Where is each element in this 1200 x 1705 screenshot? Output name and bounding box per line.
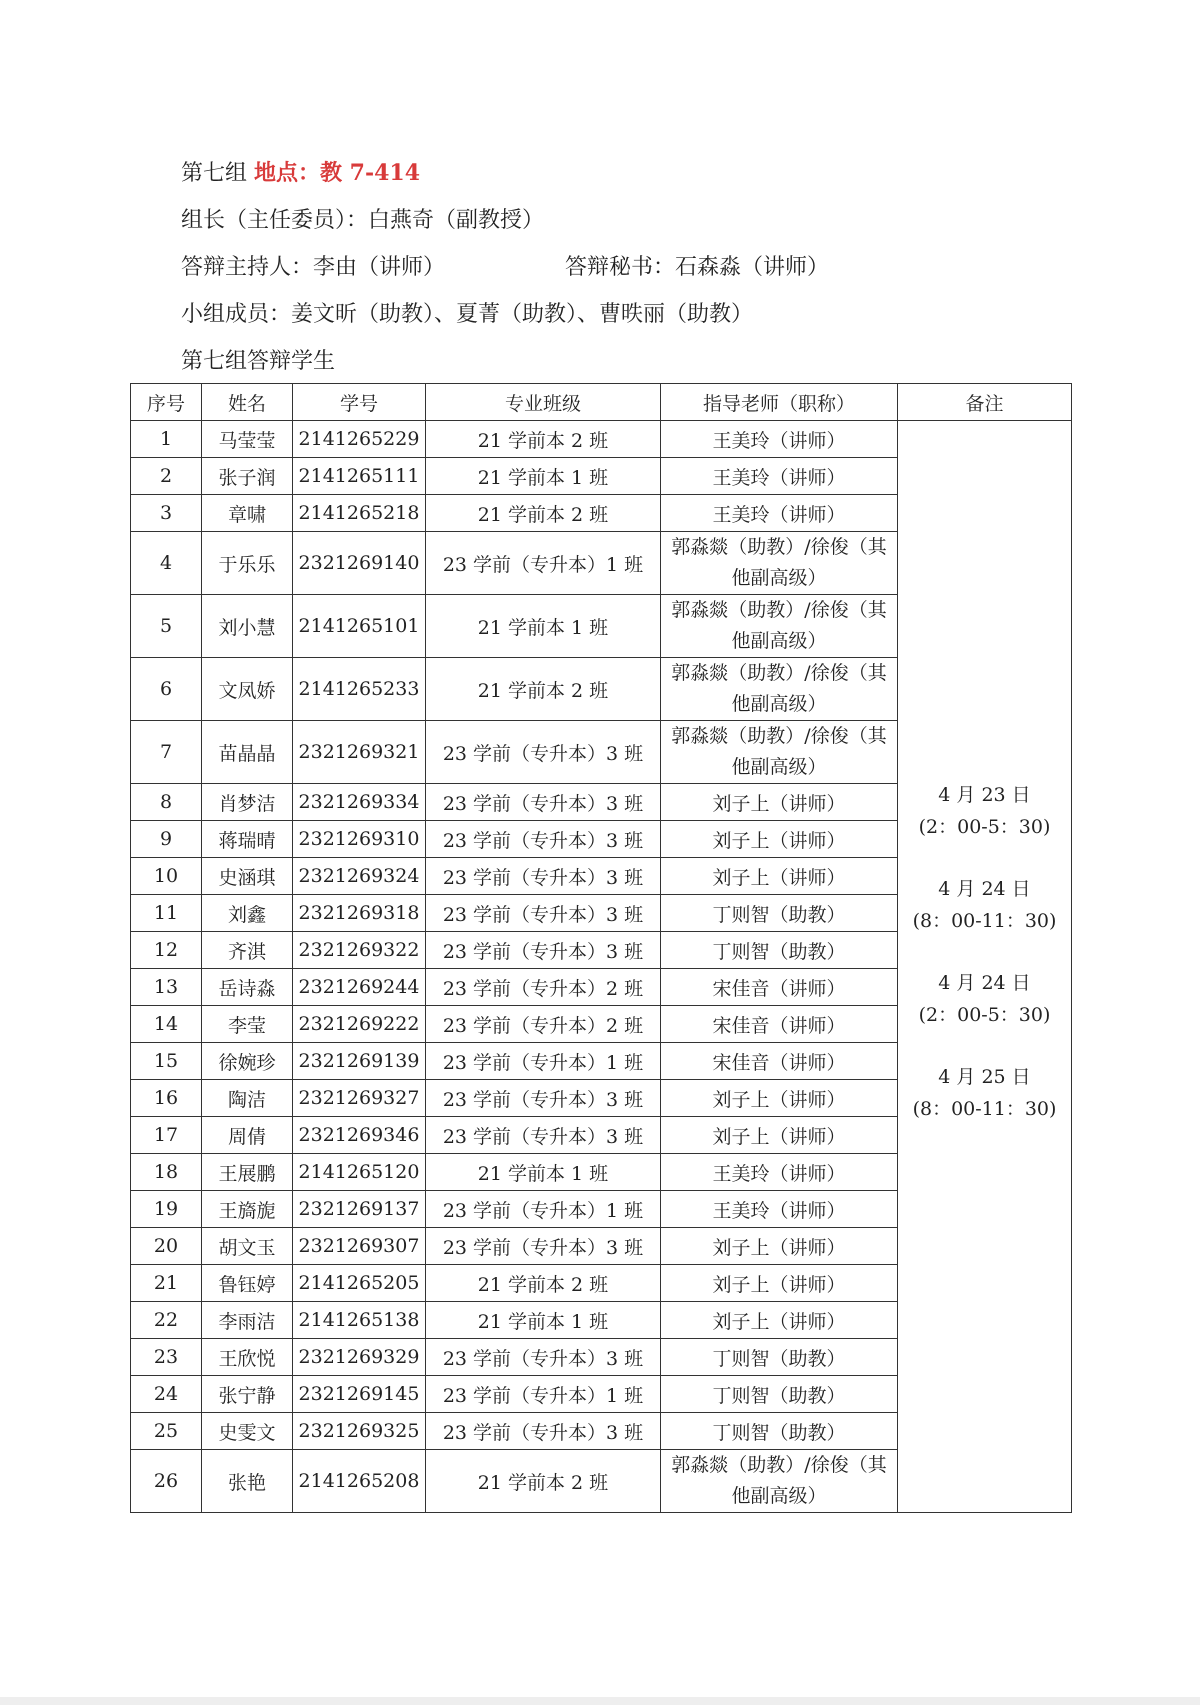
- cell-name: 王展鹏: [202, 1154, 293, 1191]
- cell-id: 2141265111: [293, 458, 426, 495]
- note-cell: [898, 421, 1072, 1513]
- cell-id: 2141265218: [293, 495, 426, 532]
- cell-no: 9: [131, 821, 202, 858]
- cell-name: 胡文玉: [202, 1228, 293, 1265]
- cell-id: 2141265233: [293, 658, 426, 721]
- cell-tutor: 王美玲（讲师）: [661, 1191, 898, 1228]
- cell-tutor: [661, 721, 898, 784]
- schedule-time: (2：00-5：30): [918, 1003, 1051, 1026]
- student-table: [130, 383, 1072, 1513]
- group-title-line: [181, 150, 1081, 197]
- cell-id: 2321269310: [293, 821, 426, 858]
- tutor-text: 郭淼燚（助教）/徐俊（其他副高级）: [671, 725, 887, 778]
- cell-class: 23 学前（专升本）3 班: [426, 721, 661, 784]
- cell-name: 鲁钰婷: [202, 1265, 293, 1302]
- cell-name: 肖梦洁: [202, 784, 293, 821]
- cell-id: 2321269318: [293, 895, 426, 932]
- cell-tutor: 丁则智（助教）: [661, 932, 898, 969]
- cell-no: 15: [131, 1043, 202, 1080]
- header-cell-note: 备注: [898, 384, 1072, 421]
- cell-id: 2321269325: [293, 1413, 426, 1450]
- cell-no: 21: [131, 1265, 202, 1302]
- cell-name: 陶洁: [202, 1080, 293, 1117]
- cell-tutor: 刘子上（讲师）: [661, 858, 898, 895]
- cell-tutor: [661, 532, 898, 595]
- cell-no: 10: [131, 858, 202, 895]
- cell-class: 23 学前（专升本）3 班: [426, 932, 661, 969]
- cell-class: 23 学前（专升本）3 班: [426, 821, 661, 858]
- cell-class: 21 学前本 2 班: [426, 1450, 661, 1513]
- cell-no: 20: [131, 1228, 202, 1265]
- cell-no: 24: [131, 1376, 202, 1413]
- cell-tutor: 王美玲（讲师）: [661, 1154, 898, 1191]
- cell-tutor: [661, 658, 898, 721]
- cell-name: 齐淇: [202, 932, 293, 969]
- cell-class: 23 学前（专升本）3 班: [426, 1080, 661, 1117]
- cell-name: 王旖旎: [202, 1191, 293, 1228]
- cell-name: 刘小慧: [202, 595, 293, 658]
- cell-class: 21 学前本 1 班: [426, 595, 661, 658]
- cell-class: 21 学前本 1 班: [426, 1154, 661, 1191]
- cell-class: 23 学前（专升本）3 班: [426, 858, 661, 895]
- cell-name: 岳诗淼: [202, 969, 293, 1006]
- cell-tutor: 刘子上（讲师）: [661, 784, 898, 821]
- cell-no: 11: [131, 895, 202, 932]
- cell-no: 12: [131, 932, 202, 969]
- schedule-date: 4 月 23 日: [938, 783, 1031, 806]
- cell-class: 21 学前本 2 班: [426, 421, 661, 458]
- cell-id: 2141265138: [293, 1302, 426, 1339]
- cell-tutor: 刘子上（讲师）: [661, 1080, 898, 1117]
- cell-id: 2321269324: [293, 858, 426, 895]
- cell-id: 2321269327: [293, 1080, 426, 1117]
- cell-class: 21 学前本 2 班: [426, 1265, 661, 1302]
- cell-name: 李莹: [202, 1006, 293, 1043]
- schedule-time: (8：00-11：30): [912, 1097, 1057, 1120]
- cell-tutor: 丁则智（助教）: [661, 1376, 898, 1413]
- cell-tutor: 丁则智（助教）: [661, 1339, 898, 1376]
- schedule-date: 4 月 25 日: [938, 1065, 1031, 1088]
- cell-no: 2: [131, 458, 202, 495]
- secretary-label: 答辩秘书：石森淼（讲师）: [565, 255, 830, 280]
- page-bottom-strip: [0, 1697, 1200, 1705]
- cell-class: 23 学前（专升本）3 班: [426, 784, 661, 821]
- cell-id: 2141265229: [293, 421, 426, 458]
- schedule-date: 4 月 24 日: [938, 971, 1031, 994]
- tutor-text: 郭淼燚（助教）/徐俊（其他副高级）: [671, 1454, 887, 1507]
- cell-id: 2321269322: [293, 932, 426, 969]
- tutor-text: 郭淼燚（助教）/徐俊（其他副高级）: [671, 662, 887, 715]
- cell-id: 2141265205: [293, 1265, 426, 1302]
- cell-name: 徐婉珍: [202, 1043, 293, 1080]
- cell-class: 23 学前（专升本）3 班: [426, 1413, 661, 1450]
- cell-no: 6: [131, 658, 202, 721]
- cell-no: 1: [131, 421, 202, 458]
- cell-name: 李雨洁: [202, 1302, 293, 1339]
- leader-line: 组长（主任委员）：白燕奇（副教授）: [181, 208, 545, 233]
- cell-tutor: 丁则智（助教）: [661, 895, 898, 932]
- cell-id: 2321269321: [293, 721, 426, 784]
- cell-no: 4: [131, 532, 202, 595]
- tutor-text: 郭淼燚（助教）/徐俊（其他副高级）: [671, 599, 887, 652]
- cell-class: 23 学前（专升本）1 班: [426, 1191, 661, 1228]
- cell-id: 2321269334: [293, 784, 426, 821]
- students-title: 第七组答辩学生: [181, 349, 336, 374]
- cell-tutor: 刘子上（讲师）: [661, 1117, 898, 1154]
- cell-class: 23 学前（专升本）2 班: [426, 969, 661, 1006]
- cell-id: 2321269346: [293, 1117, 426, 1154]
- cell-tutor: 宋佳音（讲师）: [661, 969, 898, 1006]
- schedule-block: [898, 967, 1071, 1031]
- cell-tutor: 丁则智（助教）: [661, 1413, 898, 1450]
- cell-id: 2141265120: [293, 1154, 426, 1191]
- cell-id: 2141265101: [293, 595, 426, 658]
- cell-tutor: 宋佳音（讲师）: [661, 1006, 898, 1043]
- cell-no: 13: [131, 969, 202, 1006]
- cell-name: 苗晶晶: [202, 721, 293, 784]
- cell-tutor: [661, 1450, 898, 1513]
- cell-class: 21 学前本 1 班: [426, 458, 661, 495]
- group-label: 第七组: [181, 161, 248, 186]
- table-row: [131, 421, 1072, 458]
- cell-tutor: 王美玲（讲师）: [661, 421, 898, 458]
- cell-name: 章啸: [202, 495, 293, 532]
- cell-tutor: 刘子上（讲师）: [661, 1302, 898, 1339]
- cell-id: 2321269244: [293, 969, 426, 1006]
- cell-id: 2321269222: [293, 1006, 426, 1043]
- cell-no: 25: [131, 1413, 202, 1450]
- cell-no: 16: [131, 1080, 202, 1117]
- schedule-time: (8：00-11：30): [912, 909, 1057, 932]
- cell-tutor: 宋佳音（讲师）: [661, 1043, 898, 1080]
- cell-no: 17: [131, 1117, 202, 1154]
- schedule-block: [898, 873, 1071, 937]
- cell-id: 2141265208: [293, 1450, 426, 1513]
- table-header-row: [131, 384, 1072, 421]
- cell-id: 2321269307: [293, 1228, 426, 1265]
- cell-id: 2321269140: [293, 532, 426, 595]
- cell-name: 张艳: [202, 1450, 293, 1513]
- header-cell-name: 姓名: [202, 384, 293, 421]
- cell-no: 23: [131, 1339, 202, 1376]
- cell-tutor: 刘子上（讲师）: [661, 1265, 898, 1302]
- cell-no: 3: [131, 495, 202, 532]
- cell-id: 2321269139: [293, 1043, 426, 1080]
- cell-no: 7: [131, 721, 202, 784]
- cell-name: 刘鑫: [202, 895, 293, 932]
- cell-name: 史雯文: [202, 1413, 293, 1450]
- cell-no: 19: [131, 1191, 202, 1228]
- cell-class: 23 学前（专升本）2 班: [426, 1006, 661, 1043]
- header-cell-tutor: 指导老师（职称）: [661, 384, 898, 421]
- cell-tutor: 刘子上（讲师）: [661, 821, 898, 858]
- cell-no: 18: [131, 1154, 202, 1191]
- cell-id: 2321269137: [293, 1191, 426, 1228]
- group-header: [181, 150, 1081, 385]
- schedule-block: [898, 779, 1071, 843]
- cell-name: 史涵琪: [202, 858, 293, 895]
- schedule-block: [898, 1061, 1071, 1125]
- header-cell-class: 专业班级: [426, 384, 661, 421]
- host-label: 答辩主持人：李由（讲师）: [181, 255, 446, 280]
- cell-no: 5: [131, 595, 202, 658]
- location-label: 地点：教 7-414: [254, 160, 421, 186]
- cell-class: 23 学前（专升本）3 班: [426, 1117, 661, 1154]
- cell-class: 21 学前本 2 班: [426, 495, 661, 532]
- cell-class: 23 学前（专升本）1 班: [426, 1376, 661, 1413]
- schedule-date: 4 月 24 日: [938, 877, 1031, 900]
- schedule-time: (2：00-5：30): [918, 815, 1051, 838]
- cell-class: 21 学前本 1 班: [426, 1302, 661, 1339]
- cell-tutor: 王美玲（讲师）: [661, 458, 898, 495]
- cell-name: 王欣悦: [202, 1339, 293, 1376]
- cell-name: 于乐乐: [202, 532, 293, 595]
- cell-no: 14: [131, 1006, 202, 1043]
- cell-class: 23 学前（专升本）1 班: [426, 532, 661, 595]
- tutor-text: 郭淼燚（助教）/徐俊（其他副高级）: [671, 536, 887, 589]
- cell-name: 张宁静: [202, 1376, 293, 1413]
- cell-name: 马莹莹: [202, 421, 293, 458]
- cell-tutor: [661, 595, 898, 658]
- cell-class: 23 学前（专升本）3 班: [426, 895, 661, 932]
- cell-name: 蒋瑞晴: [202, 821, 293, 858]
- cell-name: 张子润: [202, 458, 293, 495]
- cell-class: 21 学前本 2 班: [426, 658, 661, 721]
- cell-tutor: 刘子上（讲师）: [661, 1228, 898, 1265]
- cell-id: 2321269145: [293, 1376, 426, 1413]
- cell-name: 文凤娇: [202, 658, 293, 721]
- cell-no: 8: [131, 784, 202, 821]
- header-cell-id: 学号: [293, 384, 426, 421]
- cell-class: 23 学前（专升本）3 班: [426, 1228, 661, 1265]
- cell-id: 2321269329: [293, 1339, 426, 1376]
- header-cell-no: 序号: [131, 384, 202, 421]
- cell-name: 周倩: [202, 1117, 293, 1154]
- cell-tutor: 王美玲（讲师）: [661, 495, 898, 532]
- members-line: 小组成员：姜文昕（助教）、夏菁（助教）、曹昳丽（助教）: [181, 302, 754, 327]
- host-secretary-line: [181, 244, 1081, 291]
- cell-class: 23 学前（专升本）1 班: [426, 1043, 661, 1080]
- cell-no: 26: [131, 1450, 202, 1513]
- cell-class: 23 学前（专升本）3 班: [426, 1339, 661, 1376]
- cell-no: 22: [131, 1302, 202, 1339]
